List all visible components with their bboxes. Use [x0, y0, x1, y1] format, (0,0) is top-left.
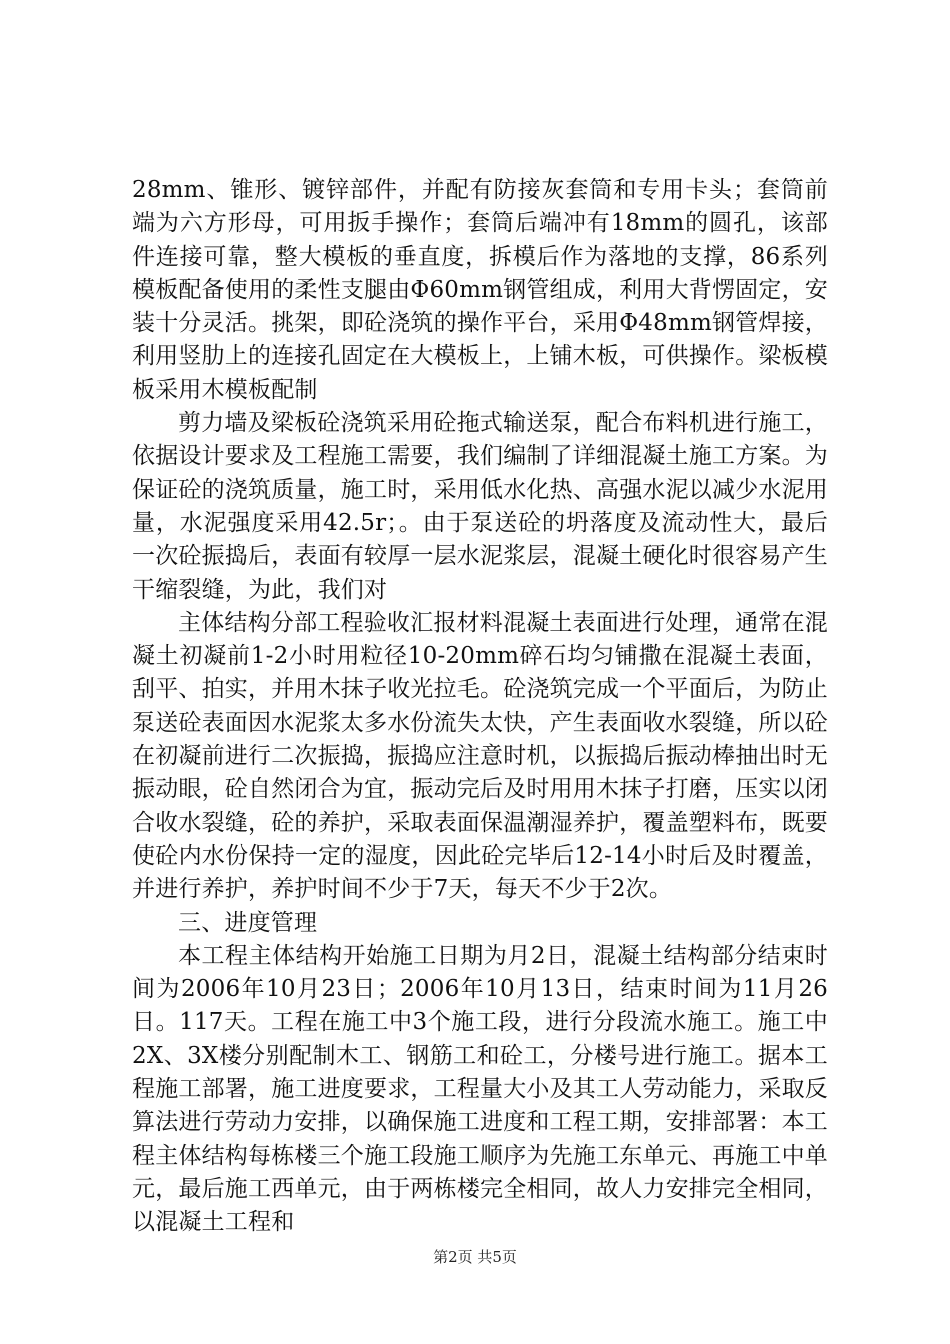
paragraph-schedule-details: 本工程主体结构开始施工日期为月2日，混凝土结构部分结束时间为2006年10月23日；2006年10月13日，结束时间为11月26日。117天。工程在施工中3个施工段，进行分段流水施工。施工中2X、3X楼分别配制木工、钢筋工和砼工，分楼号进行施工。据本工程施工部署，施工进度要求，工程量大小及其工人劳动能力，采取反算法进行劳动力安排，以确保施工进度和工程工期，安排部署：本工程主体结构每栋楼三个施工段施工顺序为先施工东单元、再施工中单元，最后施工西单元，由于两栋楼完全相同，故人力安排完全相同，以混凝土工程和: [132, 942, 828, 1236]
page-number-footer: 第2页 共5页: [433, 1248, 517, 1266]
paragraph-concrete-pouring: 剪力墙及梁板砼浇筑采用砼拖式输送泵，配合布料机进行施工，依据设计要求及工程施工需要，我们编制了详细混凝土施工方案。为保证砼的浇筑质量，施工时，采用低水化热、高强水泥以减少水泥用量，水泥强度采用42.5r；。由于泵送砼的坍落度及流动性大，最后一次砼振捣后，表面有较厚一层水泥浆层，混凝土硬化时很容易产生干缩裂缝，为此，我们对: [132, 410, 828, 603]
paragraph-surface-treatment: 主体结构分部工程验收汇报材料混凝土表面进行处理，通常在混凝土初凝前1-2小时用粒径10-20mm碎石均匀铺撒在混凝土表面，刮平、拍实，并用木抹子收光拉毛。砼浇筑完成一个平面后，为防止泵送砼表面因水泥浆太多水份流失太快，产生表面收水裂缝，所以砼在初凝前进行二次振捣，振捣应注意时机，以振捣后振动棒抽出时无振动眼，砼自然闭合为宜，振动完后及时用用木抹子打磨，压实以闭合收水裂缝，砼的养护，采取表面保温潮湿养护，覆盖塑料布，既要使砼内水份保持一定的湿度，因此砼完毕后12-14小时后及时覆盖，并进行养护，养护时间不少于7天，每天不少于2次。: [132, 609, 828, 903]
paragraph-formwork-continued: 28mm、锥形、镀锌部件，并配有防接灰套筒和专用卡头；套筒前端为六方形母，可用扳手操作；套筒后端冲有18mm的圆孔，该部件连接可靠，整大模板的垂直度，拆模后作为落地的支撑，86系列模板配备使用的柔性支腿由Φ60mm钢管组成，利用大背愣固定，安装十分灵活。挑架，即砼浇筑的操作平台，采用Φ48mm钢管焊接，利用竖肋上的连接孔固定在大模板上，上铺木板，可供操作。梁板模板采用木模板配制: [132, 177, 828, 403]
section-heading-schedule: 三、进度管理: [178, 909, 318, 936]
document-body: [132, 174, 828, 1240]
